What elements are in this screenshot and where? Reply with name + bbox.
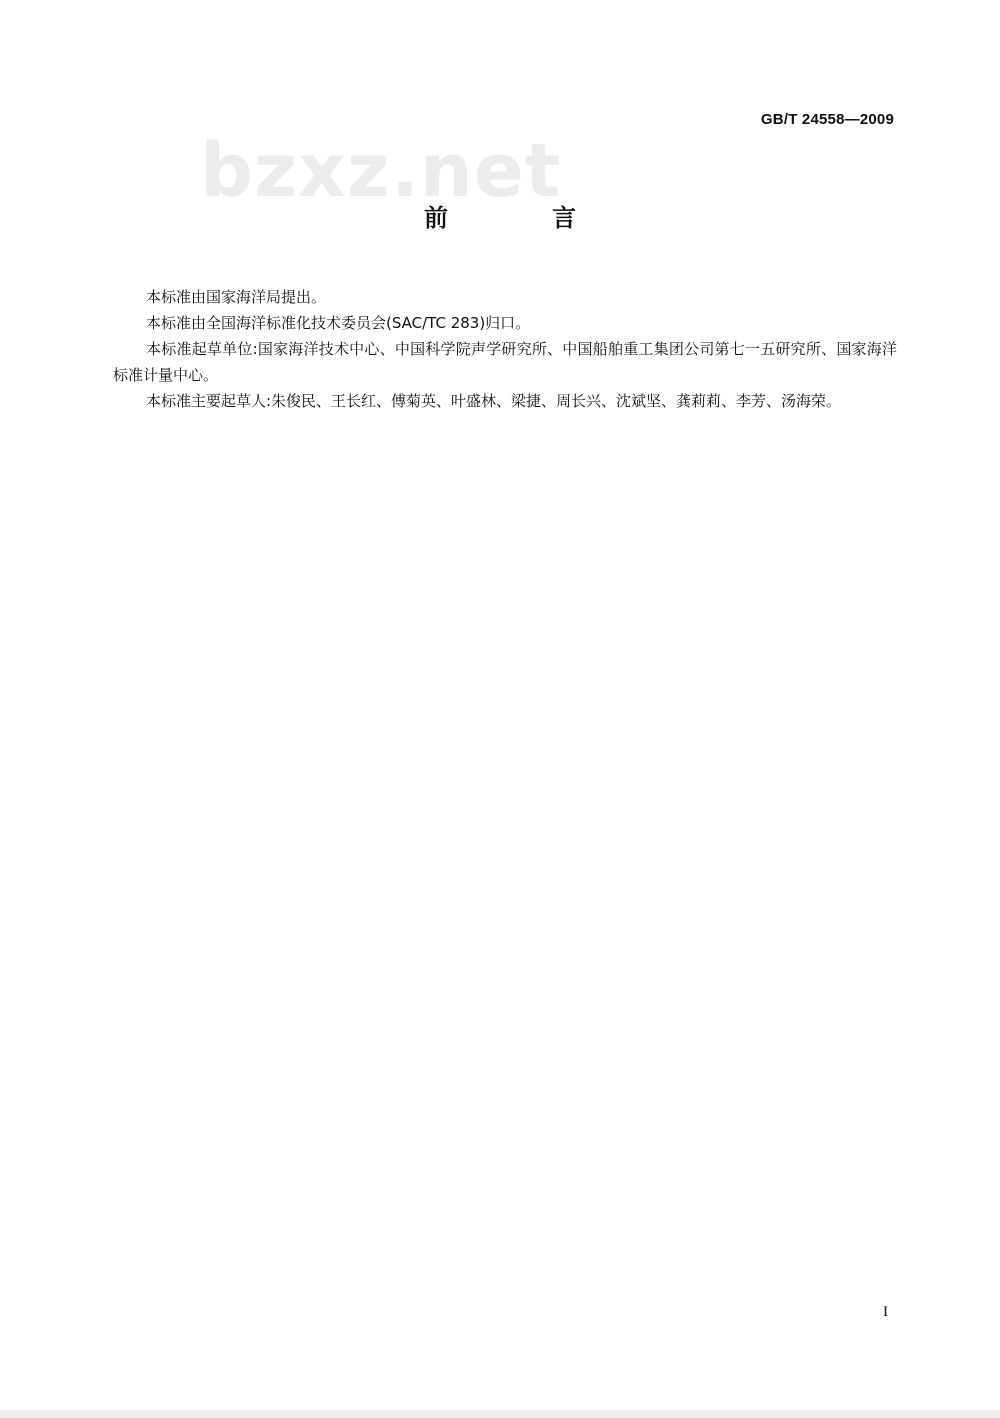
- watermark: bzxz.net: [200, 128, 562, 214]
- paragraph-drafters: 本标准主要起草人:朱俊民、王长红、傅菊英、叶盛林、梁捷、周长兴、沈斌坚、龚莉莉、李芳、汤海荣。: [146, 392, 842, 410]
- paragraph-proposer: 本标准由国家海洋局提出。: [146, 288, 327, 306]
- page-number: I: [883, 1304, 888, 1320]
- paragraph-drafting-units: 本标准起草单位:国家海洋技术中心、中国科学院声学研究所、中国船舶重工集团公司第七一五研究所、国家海洋标准计量中心。: [113, 340, 897, 384]
- page-edge: [0, 1410, 1000, 1418]
- standard-number: GB/T 24558—2009: [760, 111, 894, 128]
- foreword-body: [113, 284, 897, 414]
- paragraph-jurisdiction: 本标准由全国海洋标准化技术委员会(SAC/TC 283)归口。: [146, 314, 531, 332]
- page-title: 前 言: [424, 204, 616, 232]
